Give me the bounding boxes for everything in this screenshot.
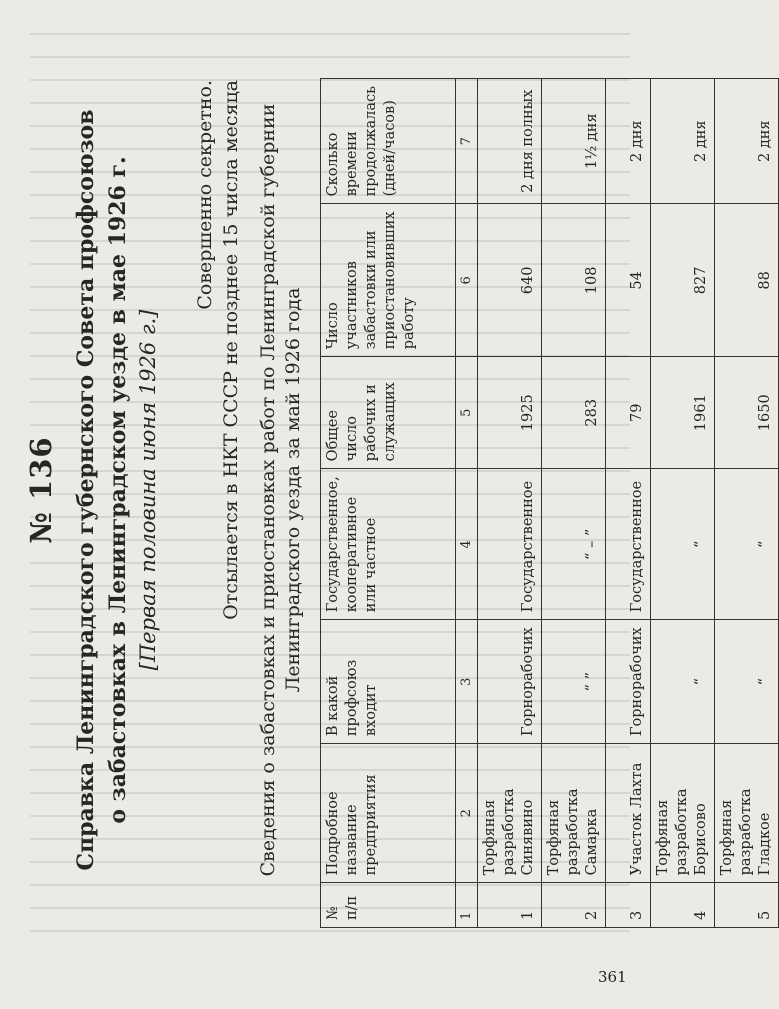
column-number: 2 xyxy=(456,744,478,883)
total-workers: 1925 xyxy=(478,357,542,469)
enterprise-name: Торфяная разработка Борисово xyxy=(651,744,715,883)
ownership-type: Государственное xyxy=(606,469,651,620)
strike-duration: 2 дня xyxy=(715,79,779,204)
row-number: 4 xyxy=(651,883,715,928)
header-cell: Число участников забастовки или приостановивших работу xyxy=(321,204,456,357)
column-number: 6 xyxy=(456,204,478,357)
table-caption-line-1: Сведения о забастовках и приостановках работ по Ленинградской губернии xyxy=(257,103,279,877)
secrecy-mark: Совершенно секретно. xyxy=(194,80,216,310)
column-number: 1 xyxy=(456,883,478,928)
total-workers: 79 xyxy=(606,357,651,469)
table-row xyxy=(715,79,779,928)
enterprise-name: Участок Лахта xyxy=(606,744,651,883)
strike-participants: 640 xyxy=(478,204,542,357)
table-row xyxy=(606,79,651,928)
ownership-type: Государственное xyxy=(478,469,542,620)
table-row xyxy=(478,79,542,928)
row-number: 1 xyxy=(478,883,542,928)
header-cell: В какой профсоюз входит xyxy=(321,620,456,744)
row-number: 3 xyxy=(606,883,651,928)
total-workers: 1650 xyxy=(715,357,779,469)
row-number: 5 xyxy=(715,883,779,928)
trade-union: Горнорабочих xyxy=(606,620,651,744)
table-header-row xyxy=(321,79,456,928)
strike-participants: 88 xyxy=(715,204,779,357)
heading-line-1: Справка Ленинградского губернского Совета профсоюзов xyxy=(73,109,99,871)
ownership-type: “ – ” xyxy=(542,469,606,620)
trade-union: “ ” xyxy=(542,620,606,744)
enterprise-name: Торфяная разработка Гладкое xyxy=(715,744,779,883)
column-number: 5 xyxy=(456,357,478,469)
column-number: 3 xyxy=(456,620,478,744)
total-workers: 1961 xyxy=(651,357,715,469)
document-number: № 136 xyxy=(24,436,58,544)
header-cell: № п/п xyxy=(321,883,456,928)
strike-participants: 827 xyxy=(651,204,715,357)
strike-participants: 108 xyxy=(542,204,606,357)
table-row xyxy=(542,79,606,928)
header-cell: Подробное название предприятия xyxy=(321,744,456,883)
total-workers: 283 xyxy=(542,357,606,469)
trade-union: Горнорабочих xyxy=(478,620,542,744)
page-number: 361 xyxy=(598,968,627,986)
header-cell: Сколько времени продолжалась (дней/часов) xyxy=(321,79,456,204)
trade-union: “ xyxy=(651,620,715,744)
rotated-document-page xyxy=(20,40,773,940)
enterprise-name: Торфяная разработка Самарка xyxy=(542,744,606,883)
date-note: [Первая половина июня 1926 г.] xyxy=(136,309,160,671)
strike-duration: 1½ дня xyxy=(542,79,606,204)
strike-duration: 2 дня xyxy=(606,79,651,204)
dispatch-note: Отсылается в НКТ СССР не позднее 15 числа месяца xyxy=(220,80,242,620)
ownership-type: “ xyxy=(651,469,715,620)
heading-line-2: о забастовках в Ленинградском уезде в мае 1926 г. xyxy=(105,156,131,824)
column-number: 7 xyxy=(456,79,478,204)
strike-participants: 54 xyxy=(606,204,651,357)
ownership-type: “ xyxy=(715,469,779,620)
table-row xyxy=(651,79,715,928)
strike-duration: 2 дня полных xyxy=(478,79,542,204)
column-number-row xyxy=(456,79,478,928)
trade-union: “ xyxy=(715,620,779,744)
enterprise-name: Торфяная разработка Синявино xyxy=(478,744,542,883)
strike-duration: 2 дня xyxy=(651,79,715,204)
classification-block xyxy=(192,80,244,620)
header-cell: Государственное, кооперативное или частное xyxy=(321,469,456,620)
strikes-table xyxy=(320,78,779,928)
table-caption-line-2: Ленинградского уезда за май 1926 года xyxy=(282,287,304,693)
header-cell: Общее число рабочих и служащих xyxy=(321,357,456,469)
column-number: 4 xyxy=(456,469,478,620)
table-caption xyxy=(256,60,306,920)
row-number: 2 xyxy=(542,883,606,928)
document-heading xyxy=(70,60,134,920)
